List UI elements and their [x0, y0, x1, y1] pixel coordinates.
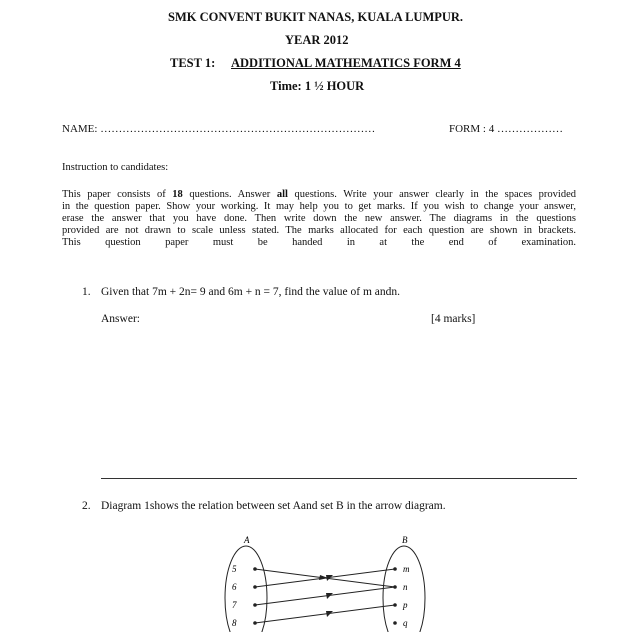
set-a-element-7: 7: [232, 600, 237, 610]
test-subject: ADDITIONAL MATHEMATICS FORM 4: [231, 56, 461, 70]
arrow-7-to-n: [255, 587, 395, 605]
instructions-line-1: This paper consists of 18 questions. Answer all questions. Write your answer clearly in the spaces provided: [62, 189, 576, 200]
arrow-8-to-p: [255, 605, 395, 623]
question-2-number: 2.: [82, 500, 91, 512]
arrowhead-6-to-m: [326, 575, 333, 581]
instructions-line-4: provided are not drawn to scale unless stated. The marks allocated for each question are shown in brackets.: [62, 225, 576, 236]
arrow-diagram: [216, 532, 436, 632]
set-b-dot-q: [393, 621, 397, 625]
exam-year: YEAR 2012: [285, 33, 349, 47]
set-b-element-p: p: [403, 600, 408, 610]
school-name: SMK CONVENT BUKIT NANAS, KUALA LUMPUR.: [168, 10, 464, 24]
question-1-marks: [4 marks]: [431, 313, 476, 325]
set-a-element-8: 8: [232, 618, 237, 628]
set-a-label: A: [244, 535, 250, 545]
set-b-element-n: n: [403, 582, 408, 592]
question-1-number: 1.: [82, 286, 91, 298]
set-a-element-5: 5: [232, 564, 237, 574]
instructions-line-5: This question paper must be handed in at the end of examination.: [62, 237, 576, 248]
form-field-label: FORM : 4 ………………: [449, 123, 563, 135]
answer-divider-line: [101, 478, 577, 479]
question-1-answer-label: Answer:: [101, 313, 140, 325]
arrowhead-8-to-p: [326, 611, 333, 617]
set-b-element-q: q: [403, 618, 408, 628]
instructions-paragraph: [62, 189, 576, 249]
question-2-text: Diagram 1shows the relation between set Aand set B in the arrow diagram.: [101, 500, 446, 512]
instructions-line-3: erase the answer that you have done. Then write down the new answer. The diagrams in the questions: [62, 213, 576, 224]
instructions-line-2: in the question paper. Show your working. It may help you to get marks. If you wish to change your answer,: [62, 201, 576, 212]
arrowhead-7-to-n: [326, 593, 333, 599]
set-b-label: B: [402, 535, 408, 545]
question-1-text: Given that 7m + 2n= 9 and 6m + n = 7, find the value of m andn.: [101, 286, 401, 298]
instructions-title: Instruction to candidates:: [62, 162, 169, 173]
name-field-label: NAME: …………………………………………………………………: [62, 123, 376, 135]
test-label: TEST 1:: [170, 56, 216, 70]
set-b-element-m: m: [403, 564, 410, 574]
set-a-element-6: 6: [232, 582, 237, 592]
exam-time: Time: 1 ½ HOUR: [270, 79, 365, 93]
